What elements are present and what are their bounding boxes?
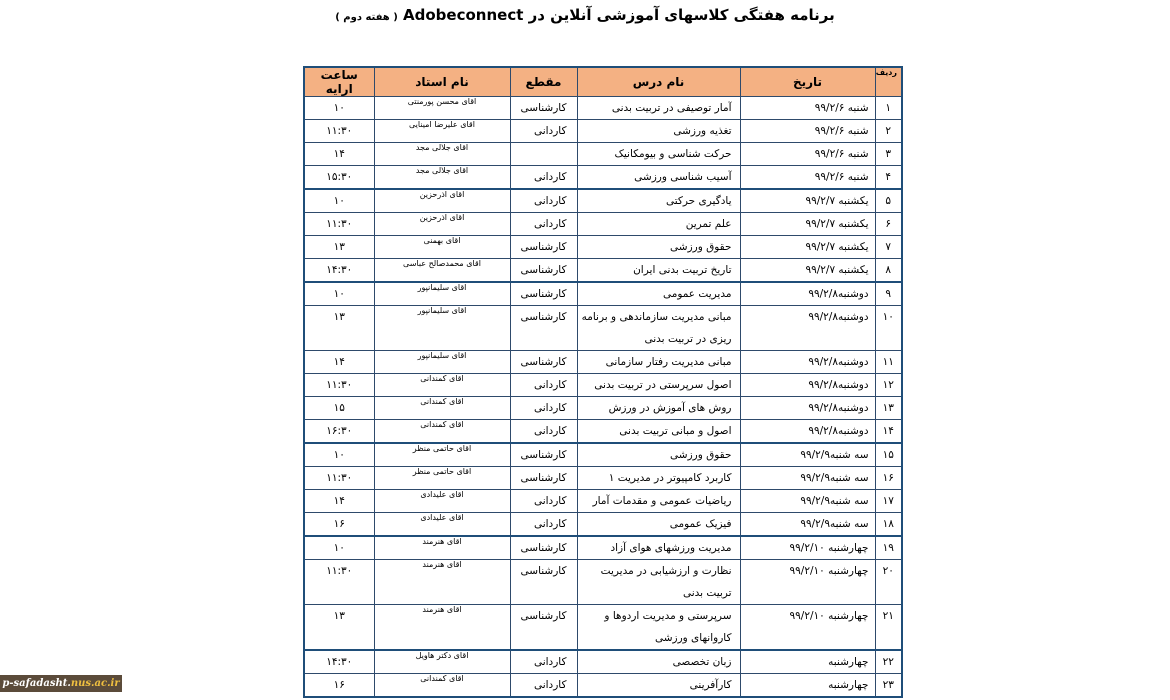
row-course: یادگیری حرکتی — [577, 189, 740, 213]
row-date: سه شنبه۹۹/۲/۹ — [740, 443, 875, 467]
row-date: دوشنبه۹۹/۲/۸ — [740, 374, 875, 397]
header-time: ساعت ارایه — [304, 67, 374, 97]
row-number: ۲۳ — [875, 674, 902, 698]
row-level: کاردانی — [510, 166, 577, 190]
row-date: سه شنبه۹۹/۲/۹ — [740, 490, 875, 513]
row-time: ۱۰ — [304, 97, 374, 120]
row-date: چهارشنبه ۹۹/۲/۱۰ — [740, 536, 875, 560]
row-time: ۱۱:۳۰ — [304, 560, 374, 605]
page-title-sub: ( هفته دوم ) — [335, 12, 398, 23]
row-number: ۲۰ — [875, 560, 902, 605]
row-time: ۱۱:۳۰ — [304, 213, 374, 236]
row-course: حقوق ورزشی — [577, 236, 740, 259]
header-num: ردیف — [875, 67, 902, 97]
row-teacher: اقای اذرحزین — [374, 213, 510, 236]
row-level: کاردانی — [510, 674, 577, 698]
row-teacher: اقای محسن پورمنتی — [374, 97, 510, 120]
row-teacher: اقای هنرمند — [374, 536, 510, 560]
row-level: کارشناسی — [510, 282, 577, 306]
row-date: یکشنبه ۹۹/۲/۷ — [740, 213, 875, 236]
row-teacher: اقای جلالی مجد — [374, 166, 510, 190]
row-teacher: اقای هنرمند — [374, 560, 510, 605]
row-teacher: اقای سلیمانپور — [374, 351, 510, 374]
row-date: شنبه ۹۹/۲/۶ — [740, 166, 875, 190]
row-number: ۹ — [875, 282, 902, 306]
row-level: کارشناسی — [510, 97, 577, 120]
row-teacher: اقای حاتمی منظر — [374, 467, 510, 490]
row-teacher: اقای اذرحزین — [374, 189, 510, 213]
watermark-prefix: p-safadasht. — [2, 678, 71, 689]
row-level: کاردانی — [510, 189, 577, 213]
row-teacher: اقای سلیمانپور — [374, 282, 510, 306]
row-number: ۱ — [875, 97, 902, 120]
page-title-main: برنامه هفتگی کلاسهای آموزشی آنلاین در Adobeconnect — [403, 6, 835, 24]
row-date: یکشنبه ۹۹/۲/۷ — [740, 236, 875, 259]
table-row — [304, 259, 902, 283]
row-number: ۱۲ — [875, 374, 902, 397]
row-teacher: اقای حاتمی منظر — [374, 443, 510, 467]
row-course: مبانی مدیریت رفتار سازمانی — [577, 351, 740, 374]
row-level: کارشناسی — [510, 536, 577, 560]
site-watermark — [0, 675, 122, 692]
row-date: یکشنبه ۹۹/۲/۷ — [740, 189, 875, 213]
row-course: آسیب شناسی ورزشی — [577, 166, 740, 190]
table-row — [304, 605, 902, 651]
row-number: ۵ — [875, 189, 902, 213]
table-row — [304, 166, 902, 190]
row-time: ۱۳ — [304, 605, 374, 651]
table-row — [304, 650, 902, 674]
table-row — [304, 513, 902, 537]
row-time: ۱۴:۳۰ — [304, 259, 374, 283]
row-teacher: اقای کمندانی — [374, 374, 510, 397]
row-level: کارشناسی — [510, 605, 577, 651]
row-time: ۱۰ — [304, 189, 374, 213]
row-date: چهارشنبه ۹۹/۲/۱۰ — [740, 605, 875, 651]
row-time: ۱۶ — [304, 513, 374, 537]
row-course: ریاضیات عمومی و مقدمات آمار — [577, 490, 740, 513]
row-time: ۱۱:۳۰ — [304, 374, 374, 397]
row-date: شنبه ۹۹/۲/۶ — [740, 120, 875, 143]
table-row — [304, 536, 902, 560]
row-course: مدیریت عمومی — [577, 282, 740, 306]
row-number: ۱۷ — [875, 490, 902, 513]
page-title — [0, 6, 1170, 24]
row-level — [510, 143, 577, 166]
row-date: چهارشنبه — [740, 650, 875, 674]
row-time: ۱۰ — [304, 282, 374, 306]
row-date: شنبه ۹۹/۲/۶ — [740, 97, 875, 120]
row-number: ۳ — [875, 143, 902, 166]
row-date: چهارشنبه — [740, 674, 875, 698]
row-course: اصول و مبانی تربیت بدنی — [577, 420, 740, 444]
row-number: ۲۱ — [875, 605, 902, 651]
row-date: دوشنبه۹۹/۲/۸ — [740, 282, 875, 306]
schedule-table — [303, 66, 903, 698]
row-level: کاردانی — [510, 374, 577, 397]
row-course: حرکت شناسی و بیومکانیک — [577, 143, 740, 166]
row-number: ۱۴ — [875, 420, 902, 444]
row-number: ۱۳ — [875, 397, 902, 420]
row-number: ۱۸ — [875, 513, 902, 537]
table-row — [304, 97, 902, 120]
row-date: سه شنبه۹۹/۲/۹ — [740, 513, 875, 537]
row-date: دوشنبه۹۹/۲/۸ — [740, 420, 875, 444]
table-row — [304, 467, 902, 490]
row-teacher: اقای کمندانی — [374, 420, 510, 444]
table-row — [304, 490, 902, 513]
row-level: کاردانی — [510, 420, 577, 444]
row-level: کاردانی — [510, 513, 577, 537]
row-number: ۱۱ — [875, 351, 902, 374]
row-time: ۱۵ — [304, 397, 374, 420]
row-teacher: اقای کمندانی — [374, 397, 510, 420]
row-number: ۴ — [875, 166, 902, 190]
row-date: سه شنبه۹۹/۲/۹ — [740, 467, 875, 490]
header-date: تاریخ — [740, 67, 875, 97]
row-date: شنبه ۹۹/۲/۶ — [740, 143, 875, 166]
row-number: ۱۶ — [875, 467, 902, 490]
header-course: نام درس — [577, 67, 740, 97]
row-course: مدیریت ورزشهای هوای آزاد — [577, 536, 740, 560]
row-time: ۱۳ — [304, 306, 374, 351]
row-course: کارآفرینی — [577, 674, 740, 698]
table-row — [304, 282, 902, 306]
table-row — [304, 213, 902, 236]
row-course: آمار توصیفی در تربیت بدنی — [577, 97, 740, 120]
row-time: ۱۰ — [304, 536, 374, 560]
row-time: ۱۴:۳۰ — [304, 650, 374, 674]
table-row — [304, 143, 902, 166]
row-course: روش های آموزش در ورزش — [577, 397, 740, 420]
row-course: زبان تخصصی — [577, 650, 740, 674]
row-date: یکشنبه ۹۹/۲/۷ — [740, 259, 875, 283]
table-row — [304, 189, 902, 213]
row-number: ۷ — [875, 236, 902, 259]
row-time: ۱۳ — [304, 236, 374, 259]
row-course: مبانی مدیریت سازماندهی و برنامه ریزی در تربیت بدنی — [577, 306, 740, 351]
row-time: ۱۴ — [304, 143, 374, 166]
header-teacher: نام استاد — [374, 67, 510, 97]
row-level: کاردانی — [510, 213, 577, 236]
row-date: دوشنبه۹۹/۲/۸ — [740, 351, 875, 374]
table-row — [304, 397, 902, 420]
row-course: کاربرد کامپیوتر در مدیریت ۱ — [577, 467, 740, 490]
row-level: کارشناسی — [510, 443, 577, 467]
row-time: ۱۶:۳۰ — [304, 420, 374, 444]
row-number: ۸ — [875, 259, 902, 283]
row-level: کارشناسی — [510, 351, 577, 374]
row-teacher: اقای جلالی مجد — [374, 143, 510, 166]
row-course: سرپرستی و مدیریت اردوها و کاروانهای ورزشی — [577, 605, 740, 651]
row-course: تاریخ تربیت بدنی ایران — [577, 259, 740, 283]
row-level: کارشناسی — [510, 236, 577, 259]
row-level: کارشناسی — [510, 560, 577, 605]
row-time: ۱۱:۳۰ — [304, 120, 374, 143]
row-time: ۱۶ — [304, 674, 374, 698]
row-level: کارشناسی — [510, 467, 577, 490]
row-number: ۱۹ — [875, 536, 902, 560]
row-teacher: اقای هنرمند — [374, 605, 510, 651]
row-time: ۱۴ — [304, 490, 374, 513]
row-course: حقوق ورزشی — [577, 443, 740, 467]
row-teacher: اقای دکتر هاویل — [374, 650, 510, 674]
row-teacher: اقای علیدادی — [374, 513, 510, 537]
schedule-table-header — [304, 67, 902, 97]
row-time: ۱۱:۳۰ — [304, 467, 374, 490]
row-time: ۱۴ — [304, 351, 374, 374]
row-number: ۲۲ — [875, 650, 902, 674]
row-course: نظارت و ارزشیابی در مدیریت تربیت بدنی — [577, 560, 740, 605]
watermark-domain: nus.ac.ir — [70, 678, 120, 689]
table-row — [304, 374, 902, 397]
row-number: ۱۰ — [875, 306, 902, 351]
row-level: کاردانی — [510, 397, 577, 420]
row-date: چهارشنبه ۹۹/۲/۱۰ — [740, 560, 875, 605]
row-number: ۱۵ — [875, 443, 902, 467]
row-course: فیزیک عمومی — [577, 513, 740, 537]
schedule-table-body — [304, 97, 902, 698]
table-row — [304, 120, 902, 143]
row-teacher: اقای کمندانی — [374, 674, 510, 698]
row-level: کاردانی — [510, 490, 577, 513]
table-row — [304, 420, 902, 444]
row-teacher: اقای سلیمانپور — [374, 306, 510, 351]
row-level: کاردانی — [510, 650, 577, 674]
row-teacher: اقای محمدصالح عباسی — [374, 259, 510, 283]
table-row — [304, 236, 902, 259]
row-level: کارشناسی — [510, 259, 577, 283]
row-date: دوشنبه۹۹/۲/۸ — [740, 306, 875, 351]
row-number: ۲ — [875, 120, 902, 143]
row-level: کاردانی — [510, 120, 577, 143]
row-course: علم تمرین — [577, 213, 740, 236]
table-row — [304, 674, 902, 698]
header-level: مقطع — [510, 67, 577, 97]
row-time: ۱۰ — [304, 443, 374, 467]
table-row — [304, 306, 902, 351]
row-time: ۱۵:۳۰ — [304, 166, 374, 190]
table-row — [304, 351, 902, 374]
row-date: دوشنبه۹۹/۲/۸ — [740, 397, 875, 420]
row-teacher: اقای علیدادی — [374, 490, 510, 513]
row-level: کارشناسی — [510, 306, 577, 351]
row-course: تغذیه ورزشی — [577, 120, 740, 143]
row-teacher: اقای علیرضا امینایی — [374, 120, 510, 143]
table-row — [304, 560, 902, 605]
row-number: ۶ — [875, 213, 902, 236]
row-teacher: اقای بهمنی — [374, 236, 510, 259]
table-row — [304, 443, 902, 467]
row-course: اصول سرپرستی در تربیت بدنی — [577, 374, 740, 397]
